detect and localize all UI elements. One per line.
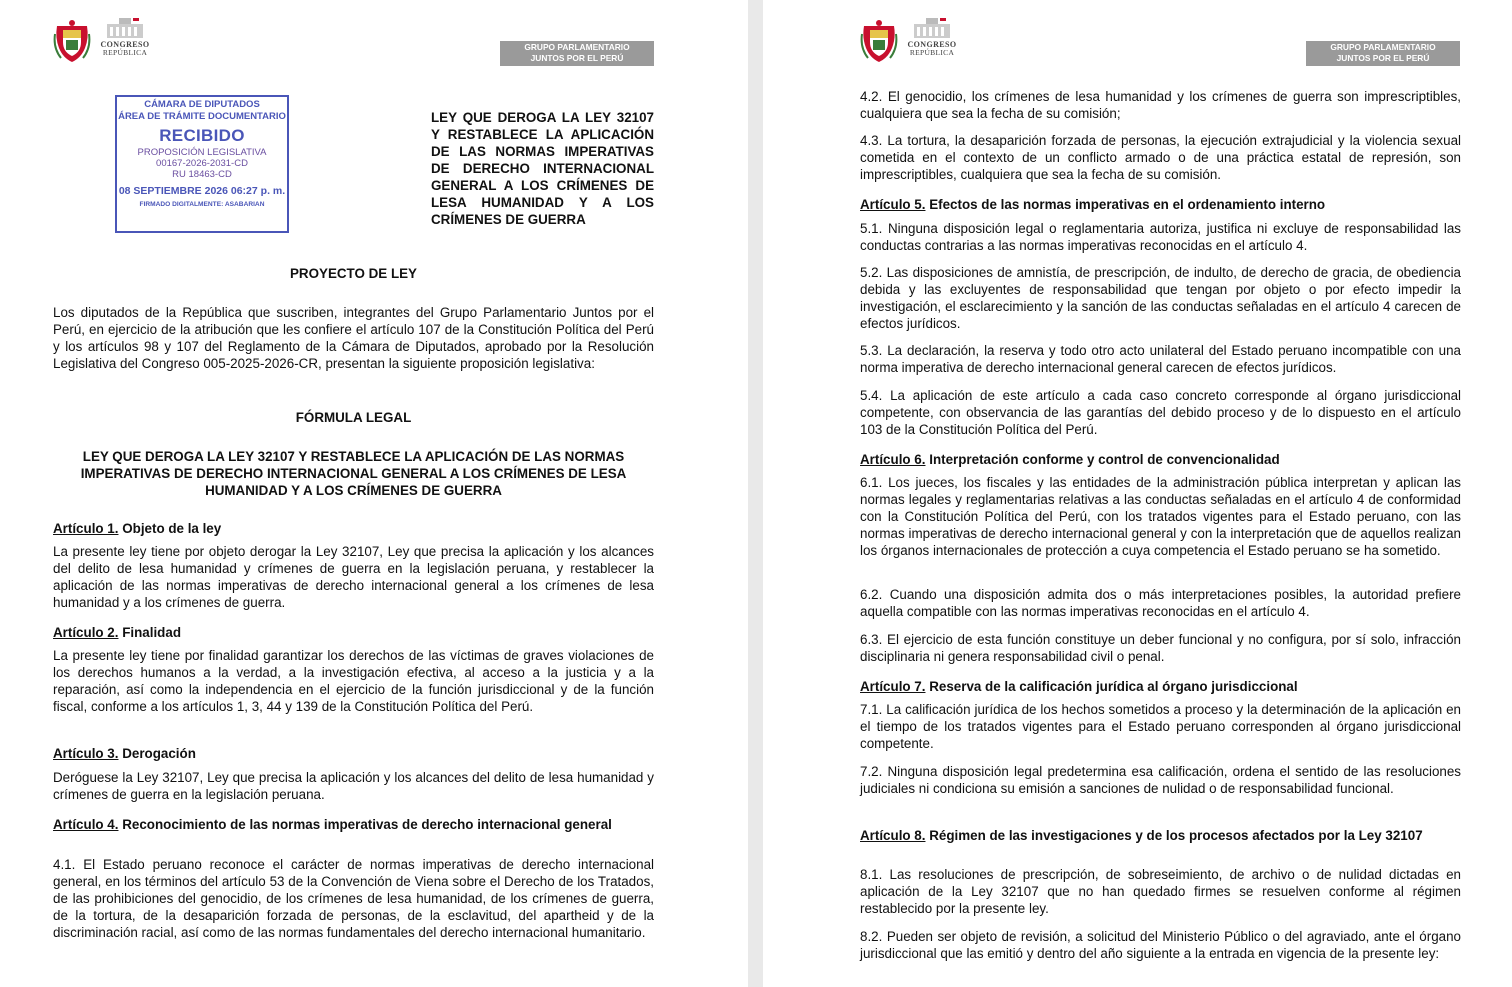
article-8-2-text: 8.2. Pueden ser objeto de revisión, a solicitud del Ministerio Público o del agraviado, ante el órgano jurisdiccional que las emitió y dentro del año siguiente a la entrada en vigencia de la presente ley: [860,929,1461,961]
article-number: Artículo 2. [53,625,119,640]
stamp-date: 08 SEPTIEMBRE 2026 06:27 p. m. [118,185,286,197]
article-2-heading [53,624,654,641]
article-3-text: Deróguese la Ley 32107, Ley que precisa la aplicación y los alcances del delito de lesa humanidad y crímenes de guerra en la legislación peruana. [53,770,654,802]
article-5-2-text: 5.2. Las disposiciones de amnistía, de prescripción, de indulto, de derecho de gracia, de obediencia debida y las excluyentes de responsabilidad que tengan por objeto o por efecto impedir la investigación, el esclarecimiento y la sanción de las conductas señaladas en el artículo 4 carecen de efectos jurídicos. [860,265,1461,331]
article-title: Efectos de las normas imperativas en el ordenamiento interno [929,197,1326,212]
congreso-line1: CONGRESO [100,40,150,49]
group-badge [1306,41,1460,66]
article-7-2-text: 7.2. Ninguna disposición legal predetermina esa calificación, ordena el sentido de las resoluciones judiciales ni condiciona su emisión a sanciones de nulidad o de responsabilidad funcional. [860,764,1461,796]
reception-stamp [115,95,289,233]
article-title: Objeto de la ley [122,521,222,536]
article-5-3-text: 5.3. La declaración, la reserva y todo otro acto unilateral del Estado peruano incompatible con una norma imperativa de derecho internacional general carecen de efectos jurídicos. [860,343,1461,375]
article-number: Artículo 6. [860,452,926,467]
article-5-1-text: 5.1. Ninguna disposición legal o reglamentaria autoriza, justifica ni excluye de responsabilidad las conductas contrarias a las normas imperativas reconocidas en el artículo 4. [860,221,1461,253]
article-8-1-text: 8.1. Las resoluciones de prescripción, de sobreseimiento, de archivo o de nulidad dictadas en aplicación de la Ley 32107 que no han quedado firmes se resuelven conforme al régimen restablecido por la presente ley. [860,867,1461,916]
proyecto-heading: PROYECTO DE LEY [290,266,417,281]
article-number: Artículo 4. [53,817,119,832]
article-6-1-text: 6.1. Los jueces, los fiscales y las entidades de la administración pública interpretan y aplican las normas legales y reglamentarias relativas a las conductas señaladas en el artículo 4 de conformidad con la Constitución Política del Perú, con los tratados vigentes para el Estado peruano, con las normas imperativas de derecho internacional general y con la interpretación que de aquellos realizan los órganos internacionales de protección a cuya competencia el Estado peruano se ha sometido. [860,475,1461,558]
stamp-type: PROPOSICIÓN LEGISLATIVA [137,147,267,158]
article-title: Derogación [122,746,196,761]
congreso-label [908,41,957,57]
article-4-heading [53,816,623,833]
intro-paragraph: Los diputados de la República que suscriben, integrantes del Grupo Parlamentario Juntos por el Perú, en ejercicio de la atribución que les confiere el artículo 107 de la Constitución Política del Perú y los artículos 98 y 107 del Reglamento de la Cámara de Diputados, aprobado por la Resolución Legislativa del Congreso 005-2025-2026-CR, presentan la siguiente proposición legislativa: [53,305,654,371]
article-3-heading [53,745,654,762]
stamp-area: ÁREA DE TRÁMITE DOCUMENTARIO [118,111,286,122]
stamp-signature: FIRMADO DIGITALMENTE: ASABARIAN [139,201,265,208]
article-8-heading [860,827,1461,844]
badge-line2: JUNTOS POR EL PERÚ [530,53,624,63]
header-logos [53,18,151,64]
article-6-heading [860,451,1461,468]
stamp-chamber: CÁMARA DE DIPUTADOS [144,99,260,110]
stamp-number: 00167-2026-2031-CD [156,158,248,169]
article-number: Artículo 5. [860,197,926,212]
article-number: Artículo 1. [53,521,119,536]
article-4-1-text: 4.1. El Estado peruano reconoce el carácter de normas imperativas de derecho internacional general, en los términos del artículo 53 de la Convención de Viena sobre el Derecho de los Tratados, de las prohibiciones del genocidio, de los crímenes de lesa humanidad, de los crímenes de guerra, de la tortura, de la desaparición forzada de personas, de la esclavitud, del apartheid y de la discriminación racial, así como de las normas fundamentales del derecho internacional humanitario. [53,857,654,940]
stamp-ru: RU 18463-CD [172,169,232,180]
article-title: Finalidad [122,625,181,640]
article-5-4-text: 5.4. La aplicación de este artículo a cada caso concreto corresponde al órgano jurisdiccional competente, con observancia de las garantías del debido proceso y de lo dispuesto en el artículo 103 de la Constitución Política del Perú. [860,388,1461,437]
article-title: Reconocimiento de las normas imperativas de derecho internacional general [122,817,612,832]
formula-heading: FÓRMULA LEGAL [295,410,412,425]
article-1-heading [53,520,654,537]
article-4-2-text: 4.2. El genocidio, los crímenes de lesa humanidad y los crímenes de guerra son imprescriptibles, cualquiera que sea la fecha de su comisión; [860,89,1461,121]
congreso-logo [99,18,151,57]
peru-coat-of-arms-icon [860,18,898,64]
congreso-line2: REPÚBLICA [909,48,955,57]
law-title: LEY QUE DEROGA LA LEY 32107 Y RESTABLECE LA APLICACIÓN DE LAS NORMAS IMPERATIVAS DE DERECHO INTERNACIONAL GENERAL A LOS CRÍMENES DE LESA HUMANIDAD Y A LOS CRÍMENES DE GUERRA [80,449,627,498]
badge-line2: JUNTOS POR EL PERÚ [1336,53,1430,63]
congress-building-icon [912,18,952,40]
article-6-3-text: 6.3. El ejercicio de esta función constituye un deber funcional y no configura, por sí solo, infracción disciplinaria ni genera responsabilidad civil o penal. [860,632,1461,664]
bill-title: LEY QUE DEROGA LA LEY 32107 Y RESTABLECE LA APLICACIÓN DE LAS NORMAS IMPERATIVAS DE DERECHO INTERNACIONAL GENERAL A LOS CRÍMENES DE LESA HUMANIDAD Y A LOS CRÍMENES DE GUERRA [431,110,654,227]
article-number: Artículo 7. [860,679,926,694]
congreso-line1: CONGRESO [907,40,957,49]
document-page-left [0,0,748,987]
peru-coat-of-arms-icon [53,18,91,64]
article-7-1-text: 7.1. La calificación jurídica de los hechos sometidos a proceso y la determinación de la aplicación en el tiempo de los tratados vigentes para el Estado peruano corresponden al órgano jurisdiccional competente. [860,702,1461,751]
document-page-right [763,0,1512,987]
article-number: Artículo 3. [53,746,119,761]
congreso-label [101,41,150,57]
congreso-logo [906,18,958,57]
congress-building-icon [105,18,145,40]
article-6-2-text: 6.2. Cuando una disposición admita dos o más interpretaciones posibles, la autoridad prefiere aquella compatible con las normas imperativas reconocidas en el artículo 4. [860,587,1461,619]
article-number: Artículo 8. [860,828,926,843]
badge-line1: GRUPO PARLAMENTARIO [524,42,630,52]
article-5-heading [860,196,1461,213]
group-badge [500,41,654,66]
badge-line1: GRUPO PARLAMENTARIO [1330,42,1436,52]
congreso-line2: REPÚBLICA [102,48,148,57]
article-7-heading [860,678,1461,695]
stamp-received: RECIBIDO [159,126,245,145]
article-title: Reserva de la calificación jurídica al órgano jurisdiccional [929,679,1298,694]
article-1-text: La presente ley tiene por objeto derogar la Ley 32107, Ley que precisa la aplicación y los alcances del delito de lesa humanidad y crímenes de guerra en la legislación peruana, y restablecer la aplicación de las normas imperativas de derecho internacional general a los crímenes de lesa humanidad y a los crímenes de guerra. [53,544,654,610]
article-title: Régimen de las investigaciones y de los procesos afectados por la Ley 32107 [929,828,1423,843]
header-logos [860,18,958,64]
article-4-3-text: 4.3. La tortura, la desaparición forzada de personas, la ejecución extrajudicial y la violencia sexual cometida en el contexto de un conflicto armado o de una práctica estatal de represión, son imprescriptibles, cualquiera que sea la fecha de su comisión. [860,133,1461,182]
article-title: Interpretación conforme y control de convencionalidad [929,452,1280,467]
article-2-text: La presente ley tiene por finalidad garantizar los derechos de las víctimas de graves violaciones de los derechos humanos a la verdad, a la investigación efectiva, al acceso a la justicia y a la reparación, así como la independencia en el ejercicio de la función jurisdiccional y de la función fiscal, conforme a los artículos 1, 3, 44 y 139 de la Constitución Política del Perú. [53,648,654,714]
page-gutter [748,0,763,987]
